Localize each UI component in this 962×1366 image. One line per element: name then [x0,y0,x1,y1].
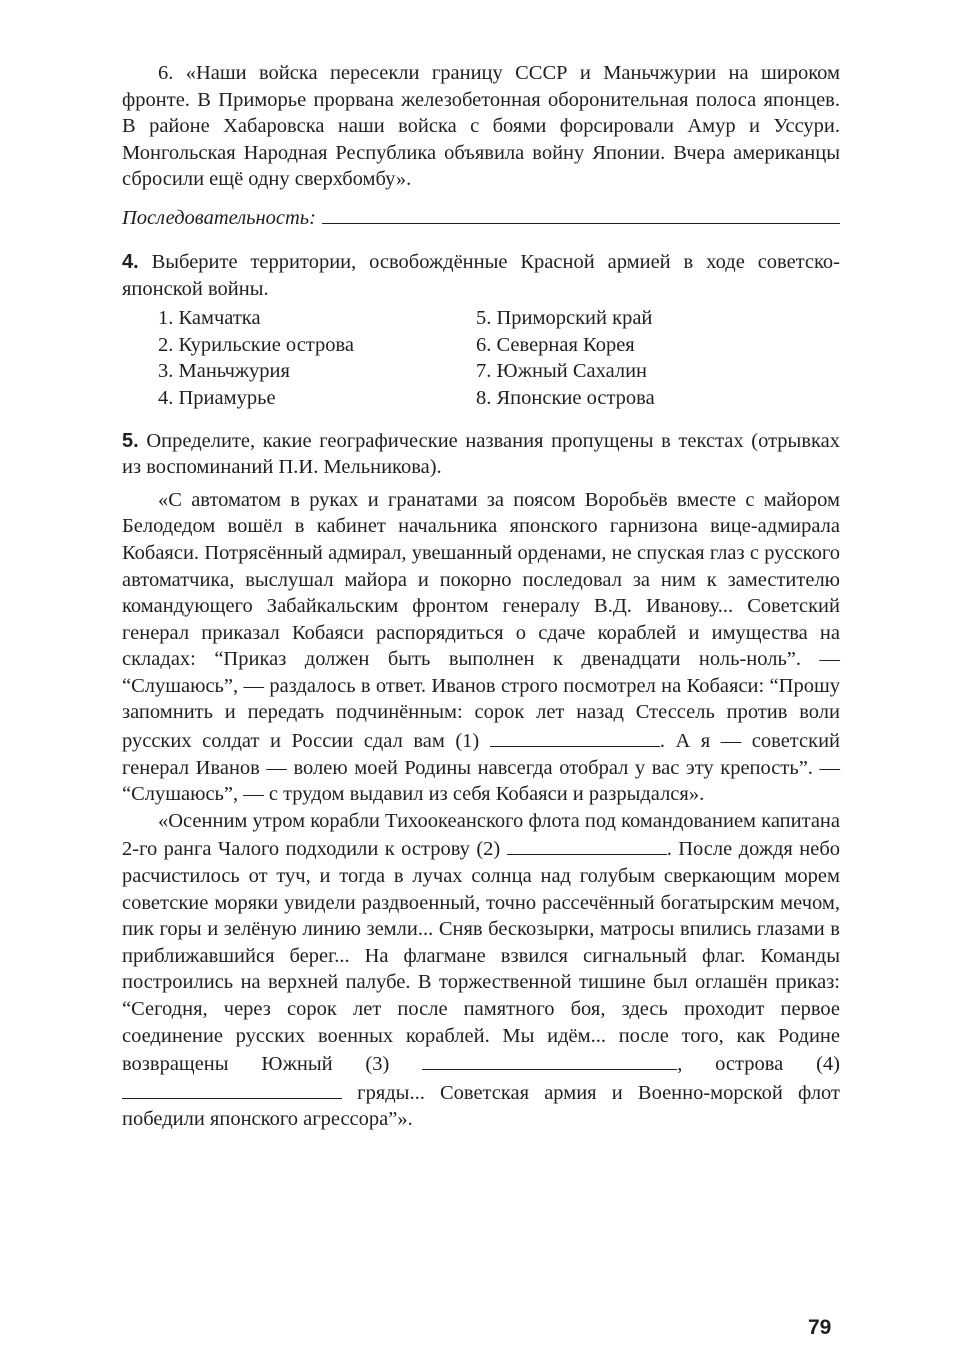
excerpt-1-part-b: . А я — советский генерал Иванов — волею моей Родины навсегда отобрал у вас эту крепость”. — “Слушаюсь”, — с трудом выдавил из себя Кобаяси и разрыдался». [122,730,841,806]
blank-2-field[interactable] [507,834,667,855]
task-4 [122,249,840,412]
option-south-sakhalin[interactable]: 7. Южный Сахалин [476,360,648,383]
excerpt-2-part-a: «Осенним утром корабли Тихоокеанского флота под командованием капитана 2-го ранга Чалого подходили к острову (2) [122,809,840,861]
page-number: 79 [808,1316,832,1339]
task-4-question-text: Выберите территории, освобождённые Красной армией в ходе советско-японской войны. [122,250,840,300]
blank-3-field[interactable] [422,1049,677,1070]
sequence-answer-field[interactable] [322,203,840,224]
page-content [122,60,840,1133]
task-5-number: 5. [122,429,139,452]
option-primorsky-krai[interactable]: 5. Приморский край [476,307,653,330]
task-5 [122,428,840,1133]
option-kuril-islands[interactable]: 2. Курильские острова [158,333,355,356]
task-4-number: 4. [122,250,139,273]
excerpt-2 [122,808,840,1133]
option-manchuria[interactable]: 3. Маньчжурия [158,360,290,383]
option-priamurye[interactable]: 4. Приамурье [158,386,276,409]
task-5-question-text: Определите, какие географические названия пропущены в текстах (отрывках из воспоминаний П.И. Мельникова). [122,429,841,479]
option-japanese-islands[interactable]: 8. Японские острова [476,386,655,409]
option-north-korea[interactable]: 6. Северная Корея [476,333,635,356]
excerpt-2-part-d: гряды... Советская армия и Военно-морской флот победили японского агрессора”». [122,1081,840,1131]
task-5-question [122,428,840,481]
excerpt-1-part-a: «С автоматом в руках и гранатами за поясом Воробьёв вместе с майором Белодедом вошёл в кабинет начальника японского гарнизона вице-адмирала Кобаяси. Потрясённый адмирал, увешанный орденами, не спуская глаз с русского автоматчика, выслушал майора и покорно последовал за ним к заместителю командующего Забайкальским фронтом генералу В.Д. Иванову... Советский генерал приказал Кобаяси распорядиться о сдаче кораблей и имущества на складах: “Приказ должен быть выполнен к двенадцати ноль-ноль”. — “Слушаюсь”, — раздалось в ответ. Иванов строго посмотрел на Кобаяси: “Прошу запомнить и передать подчинённым: сорок лет назад Стессель против воли русских солдат и России сдал вам (1) [122,488,840,753]
blank-4-field[interactable] [122,1078,342,1099]
option-kamchatka[interactable]: 1. Камчатка [158,307,261,330]
sequence-label: Последовательность: [122,206,316,229]
blank-1-field[interactable] [490,726,660,747]
excerpt-2-part-c: , острова (4) [677,1053,841,1076]
task-4-question [122,249,840,302]
task-4-options [158,305,840,411]
excerpt-1 [122,487,840,808]
sequence-answer-row [122,203,840,233]
excerpt-2-part-b: . После дождя небо расчистилось от туч, и тогда в лучах солнца над голубым сверкающим морем советские моряки увидели раздвоенный, точно рассечённый богатырским мечом, пик горы и зелёную линию земли... Сняв бескозырки, матросы впились глазами в приближавшийся берег... На флагмане взвился сигнальный флаг. Команды построились на верхней палубе. В торжественной тишине был оглашён приказ: “Сегодня, через сорок лет после памятного боя, здесь проходит первое соединение русских военных кораблей. Мы идём... после того, как Родине возвращены Южный (3) [122,838,841,1076]
item-6-text: 6. «Наши войска пересекли границу СССР и Маньчжурии на широком фронте. В Приморье прорвана железобетонная оборонительная полоса японцев. В районе Хабаровска наши войска с боями форсировали Амур и Уссури. Монгольская Народная Республика объявила войну Японии. Вчера американцы сбросили ещё одну сверхбомбу». [122,62,840,191]
